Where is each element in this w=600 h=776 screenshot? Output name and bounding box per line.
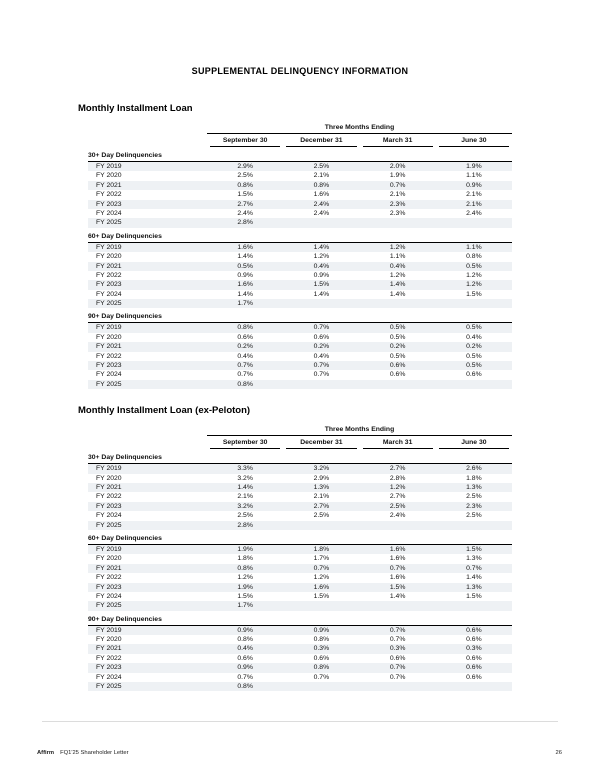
value-cell: 1.2% <box>466 271 482 279</box>
table-row <box>88 280 512 289</box>
table-row <box>88 601 512 610</box>
value-cell: 2.3% <box>466 502 482 510</box>
three-months-ending-label: Three Months Ending <box>207 425 512 436</box>
value-cell: 1.6% <box>237 243 253 251</box>
table-header-row <box>88 123 512 147</box>
table-row <box>88 218 512 227</box>
value-cell: 2.4% <box>466 209 482 217</box>
value-cell: 1.9% <box>389 172 406 180</box>
column-header: December 31 <box>286 437 356 449</box>
value-cell: 1.1% <box>389 253 406 261</box>
footer-document-title: FQ1'25 Shareholder Letter <box>60 750 129 756</box>
value-cell: 1.4% <box>313 243 330 251</box>
footer-divider <box>42 721 558 722</box>
value-cell: 2.9% <box>313 474 330 482</box>
value-cell: 1.5% <box>313 281 330 289</box>
value-cell: 1.3% <box>466 555 482 563</box>
value-cell: 3.2% <box>237 502 253 510</box>
value-cell: 1.3% <box>466 483 482 491</box>
value-cell: 2.7% <box>313 502 330 510</box>
value-cell: 2.1% <box>466 200 482 208</box>
value-cell: 1.4% <box>389 592 406 600</box>
value-cell: 1.9% <box>466 163 482 170</box>
label-column-spacer <box>88 425 207 449</box>
fiscal-year-label: FY 2024 <box>96 673 122 681</box>
value-cell: 0.9% <box>313 271 330 279</box>
fiscal-year-label: FY 2021 <box>96 262 122 270</box>
value-cell: 0.2% <box>313 343 330 351</box>
section-label: 60+ Day Delinquencies <box>88 530 512 545</box>
label-column-spacer <box>88 123 207 147</box>
value-cell: 2.3% <box>389 200 406 208</box>
value-cell: 1.7% <box>237 300 253 308</box>
value-cell <box>283 521 359 530</box>
table-row <box>88 654 512 663</box>
value-cell: 0.6% <box>237 654 253 662</box>
table-row <box>88 271 512 280</box>
table-row <box>88 162 512 171</box>
value-cell <box>436 218 512 227</box>
value-cell: 1.1% <box>466 243 482 251</box>
value-cell: 1.2% <box>389 483 406 491</box>
fiscal-year-label: FY 2024 <box>96 290 122 298</box>
fiscal-year-label: FY 2021 <box>96 483 122 491</box>
fiscal-year-label: FY 2023 <box>96 664 122 672</box>
value-cell: 1.3% <box>313 483 330 491</box>
fiscal-year-label: FY 2025 <box>96 300 122 308</box>
value-cell: 2.8% <box>237 521 253 529</box>
value-cell: 2.5% <box>237 512 253 520</box>
table-row <box>88 262 512 271</box>
value-cell: 1.1% <box>466 172 482 180</box>
fiscal-year-label: FY 2021 <box>96 645 122 653</box>
table-row <box>88 352 512 361</box>
value-cell: 0.7% <box>389 673 406 681</box>
value-cell: 1.9% <box>237 545 253 553</box>
value-cell: 0.8% <box>313 181 330 189</box>
value-cell: 1.4% <box>313 290 330 298</box>
value-cell: 0.3% <box>389 645 406 653</box>
value-cell <box>283 218 359 227</box>
value-cell <box>436 299 512 308</box>
value-cell: 1.5% <box>466 592 482 600</box>
value-cell: 0.6% <box>466 371 482 379</box>
value-cell: 0.8% <box>237 683 253 691</box>
fiscal-year-label: FY 2023 <box>96 281 122 289</box>
value-cell: 2.4% <box>313 209 330 217</box>
table-title: Monthly Installment Loan (ex-Peloton) <box>78 405 251 417</box>
fiscal-year-label: FY 2019 <box>96 324 122 332</box>
table-row <box>88 464 512 473</box>
fiscal-year-label: FY 2020 <box>96 253 122 261</box>
value-cell: 1.7% <box>237 602 253 610</box>
value-cell: 0.6% <box>389 654 406 662</box>
table-row <box>88 200 512 209</box>
value-cell: 1.2% <box>237 574 253 582</box>
fiscal-year-label: FY 2021 <box>96 564 122 572</box>
value-cell: 1.5% <box>389 583 406 591</box>
value-cell: 1.4% <box>389 290 406 298</box>
fiscal-year-label: FY 2022 <box>96 271 122 279</box>
fiscal-year-label: FY 2022 <box>96 352 122 360</box>
value-cell: 0.4% <box>313 352 330 360</box>
value-cell <box>283 682 359 691</box>
value-cell: 1.6% <box>389 574 406 582</box>
value-cell: 0.8% <box>313 664 330 672</box>
fiscal-year-label: FY 2020 <box>96 172 122 180</box>
value-cell: 2.5% <box>237 172 253 180</box>
table-block <box>78 103 560 389</box>
delinquency-table <box>88 425 512 691</box>
column-header: June 30 <box>439 135 509 147</box>
value-cell: 0.6% <box>313 333 330 341</box>
value-cell: 0.4% <box>466 333 482 341</box>
value-cell: 2.1% <box>237 493 253 501</box>
value-cell: 2.4% <box>237 209 253 217</box>
fiscal-year-label: FY 2025 <box>96 521 122 529</box>
table-row <box>88 592 512 601</box>
table-row <box>88 682 512 691</box>
table-row <box>88 361 512 370</box>
section-label: 90+ Day Delinquencies <box>88 611 512 626</box>
value-cell: 1.4% <box>389 281 406 289</box>
table-row <box>88 299 512 308</box>
table-row <box>88 573 512 582</box>
columns-area <box>207 123 512 147</box>
table-row <box>88 554 512 563</box>
column-header: March 31 <box>363 437 433 449</box>
page-number: 26 <box>555 750 562 756</box>
value-cell: 2.5% <box>466 512 482 520</box>
fiscal-year-label: FY 2022 <box>96 493 122 501</box>
value-cell: 0.4% <box>237 352 253 360</box>
fiscal-year-label: FY 2020 <box>96 555 122 563</box>
value-cell: 0.3% <box>466 645 482 653</box>
value-cell: 0.9% <box>237 664 253 672</box>
value-cell: 1.4% <box>237 290 253 298</box>
value-cell: 1.4% <box>466 574 482 582</box>
value-cell: 0.6% <box>389 371 406 379</box>
table-row <box>88 644 512 653</box>
fiscal-year-label: FY 2023 <box>96 200 122 208</box>
fiscal-year-label: FY 2022 <box>96 654 122 662</box>
table-header-row <box>88 425 512 449</box>
value-cell: 1.5% <box>237 191 253 199</box>
table-row <box>88 474 512 483</box>
section-label: 30+ Day Delinquencies <box>88 147 512 162</box>
value-cell: 1.6% <box>389 545 406 553</box>
table-row <box>88 545 512 554</box>
table-row <box>88 252 512 261</box>
value-cell <box>360 682 436 691</box>
value-cell: 0.7% <box>313 362 330 370</box>
value-cell: 0.5% <box>466 262 482 270</box>
value-cell: 3.3% <box>237 465 253 473</box>
value-cell: 0.7% <box>313 564 330 572</box>
fiscal-year-label: FY 2019 <box>96 163 122 170</box>
table-row <box>88 380 512 389</box>
value-cell: 0.8% <box>237 324 253 332</box>
fiscal-year-label: FY 2020 <box>96 636 122 644</box>
value-cell <box>360 380 436 389</box>
table-row <box>88 511 512 520</box>
table-row <box>88 635 512 644</box>
section-label: 60+ Day Delinquencies <box>88 228 512 243</box>
value-cell <box>360 299 436 308</box>
table-row <box>88 190 512 199</box>
value-cell: 1.7% <box>313 555 330 563</box>
value-cell: 0.8% <box>237 380 253 388</box>
column-header: September 30 <box>210 135 280 147</box>
table-row <box>88 342 512 351</box>
value-cell: 2.0% <box>389 163 406 170</box>
fiscal-year-label: FY 2021 <box>96 343 122 351</box>
value-cell: 0.5% <box>466 352 482 360</box>
table-row <box>88 492 512 501</box>
fiscal-year-label: FY 2020 <box>96 474 122 482</box>
fiscal-year-label: FY 2025 <box>96 602 122 610</box>
tables-container <box>0 103 600 691</box>
fiscal-year-label: FY 2023 <box>96 362 122 370</box>
value-cell: 0.7% <box>389 664 406 672</box>
fiscal-year-label: FY 2022 <box>96 574 122 582</box>
value-cell: 1.2% <box>466 281 482 289</box>
value-cell: 1.3% <box>466 583 482 591</box>
value-cell: 0.8% <box>237 636 253 644</box>
value-cell: 1.8% <box>313 545 330 553</box>
value-cell: 0.6% <box>389 362 406 370</box>
value-cell: 0.9% <box>237 626 253 634</box>
value-cell: 0.9% <box>313 626 330 634</box>
columns-area <box>207 425 512 449</box>
value-cell: 1.2% <box>389 243 406 251</box>
column-headers-row <box>207 437 512 449</box>
fiscal-year-label: FY 2024 <box>96 371 122 379</box>
table-row <box>88 521 512 530</box>
column-header: March 31 <box>363 135 433 147</box>
value-cell: 0.5% <box>389 333 406 341</box>
value-cell: 1.8% <box>466 474 482 482</box>
table-block <box>78 405 560 691</box>
value-cell: 2.5% <box>466 493 482 501</box>
value-cell: 0.8% <box>237 564 253 572</box>
fiscal-year-label: FY 2019 <box>96 545 122 553</box>
value-cell: 0.8% <box>237 181 253 189</box>
fiscal-year-label: FY 2023 <box>96 583 122 591</box>
value-cell: 1.5% <box>466 545 482 553</box>
value-cell: 0.5% <box>389 324 406 332</box>
fiscal-year-label: FY 2022 <box>96 191 122 199</box>
value-cell: 1.8% <box>237 555 253 563</box>
value-cell: 2.4% <box>389 512 406 520</box>
value-cell: 0.7% <box>237 371 253 379</box>
value-cell: 2.5% <box>313 512 330 520</box>
table-row <box>88 243 512 252</box>
value-cell <box>283 299 359 308</box>
value-cell: 1.6% <box>313 191 330 199</box>
page-title: SUPPLEMENTAL DELINQUENCY INFORMATION <box>191 66 409 76</box>
fiscal-year-label: FY 2019 <box>96 626 122 634</box>
column-headers-row <box>207 135 512 147</box>
value-cell <box>360 218 436 227</box>
value-cell: 2.8% <box>389 474 406 482</box>
value-cell: 2.3% <box>389 209 406 217</box>
value-cell: 0.3% <box>313 645 330 653</box>
fiscal-year-label: FY 2019 <box>96 465 122 473</box>
value-cell: 0.6% <box>466 664 482 672</box>
value-cell: 0.7% <box>313 673 330 681</box>
value-cell: 0.2% <box>466 343 482 351</box>
value-cell: 0.5% <box>389 352 406 360</box>
value-cell: 0.4% <box>389 262 406 270</box>
table-row <box>88 290 512 299</box>
section-label: 30+ Day Delinquencies <box>88 449 512 464</box>
value-cell: 1.2% <box>313 574 330 582</box>
table-row <box>88 564 512 573</box>
table-row <box>88 583 512 592</box>
table-row <box>88 181 512 190</box>
value-cell <box>436 601 512 610</box>
value-cell: 0.6% <box>466 626 482 634</box>
column-header: December 31 <box>286 135 356 147</box>
value-cell <box>283 601 359 610</box>
value-cell: 2.7% <box>389 465 406 473</box>
value-cell: 0.8% <box>313 636 330 644</box>
value-cell: 0.7% <box>237 673 253 681</box>
fiscal-year-label: FY 2024 <box>96 592 122 600</box>
three-months-ending-label: Three Months Ending <box>207 123 512 134</box>
value-cell: 0.7% <box>389 636 406 644</box>
value-cell: 1.5% <box>466 290 482 298</box>
fiscal-year-label: FY 2025 <box>96 219 122 227</box>
table-row <box>88 323 512 332</box>
value-cell: 2.5% <box>313 163 330 170</box>
value-cell: 0.4% <box>313 262 330 270</box>
value-cell: 2.8% <box>237 219 253 227</box>
value-cell: 2.5% <box>389 502 406 510</box>
value-cell: 1.5% <box>313 592 330 600</box>
table-row <box>88 483 512 492</box>
value-cell: 2.4% <box>313 200 330 208</box>
value-cell: 0.7% <box>313 371 330 379</box>
fiscal-year-label: FY 2021 <box>96 181 122 189</box>
page-footer <box>37 750 562 756</box>
value-cell: 0.7% <box>389 181 406 189</box>
value-cell: 0.6% <box>313 654 330 662</box>
value-cell: 0.6% <box>466 673 482 681</box>
value-cell: 0.7% <box>237 362 253 370</box>
value-cell: 0.6% <box>466 636 482 644</box>
fiscal-year-label: FY 2020 <box>96 333 122 341</box>
value-cell <box>283 380 359 389</box>
value-cell: 0.5% <box>466 324 482 332</box>
value-cell: 2.6% <box>466 465 482 473</box>
value-cell: 2.1% <box>466 191 482 199</box>
value-cell: 1.4% <box>237 253 253 261</box>
value-cell: 0.9% <box>466 181 482 189</box>
value-cell: 3.2% <box>237 474 253 482</box>
table-row <box>88 663 512 672</box>
value-cell: 1.6% <box>313 583 330 591</box>
fiscal-year-label: FY 2019 <box>96 243 122 251</box>
value-cell: 1.2% <box>313 253 330 261</box>
fiscal-year-label: FY 2024 <box>96 512 122 520</box>
value-cell: 0.2% <box>389 343 406 351</box>
value-cell: 0.2% <box>237 343 253 351</box>
table-title: Monthly Installment Loan <box>78 103 193 114</box>
table-row <box>88 502 512 511</box>
table-row <box>88 626 512 635</box>
value-cell: 2.7% <box>389 493 406 501</box>
value-cell <box>360 601 436 610</box>
value-cell: 3.2% <box>313 465 330 473</box>
table-row <box>88 333 512 342</box>
value-cell: 0.6% <box>466 654 482 662</box>
value-cell: 0.4% <box>237 645 253 653</box>
value-cell <box>360 521 436 530</box>
value-cell: 2.1% <box>313 172 330 180</box>
value-cell: 0.7% <box>466 564 482 572</box>
value-cell <box>436 521 512 530</box>
value-cell: 1.6% <box>389 555 406 563</box>
table-row <box>88 209 512 218</box>
value-cell: 0.5% <box>466 362 482 370</box>
fiscal-year-label: FY 2025 <box>96 380 122 388</box>
fiscal-year-label: FY 2024 <box>96 209 122 217</box>
value-cell: 0.8% <box>466 253 482 261</box>
value-cell: 1.9% <box>237 583 253 591</box>
table-row <box>88 370 512 379</box>
value-cell: 1.6% <box>237 281 253 289</box>
value-cell: 0.7% <box>389 626 406 634</box>
value-cell: 0.6% <box>237 333 253 341</box>
value-cell: 0.7% <box>313 324 330 332</box>
value-cell <box>436 682 512 691</box>
table-row <box>88 171 512 180</box>
value-cell: 1.4% <box>237 483 253 491</box>
fiscal-year-label: FY 2025 <box>96 683 122 691</box>
delinquency-table <box>88 123 512 389</box>
value-cell: 2.1% <box>313 493 330 501</box>
value-cell: 1.2% <box>389 271 406 279</box>
value-cell: 0.5% <box>237 262 253 270</box>
table-row <box>88 673 512 682</box>
column-header: September 30 <box>210 437 280 449</box>
brand-logo-text: Affirm <box>37 750 55 756</box>
value-cell: 1.5% <box>237 592 253 600</box>
value-cell: 0.9% <box>237 271 253 279</box>
fiscal-year-label: FY 2023 <box>96 502 122 510</box>
column-header: June 30 <box>439 437 509 449</box>
value-cell: 2.7% <box>237 200 253 208</box>
value-cell: 2.9% <box>237 163 253 170</box>
value-cell <box>436 380 512 389</box>
value-cell: 2.1% <box>389 191 406 199</box>
value-cell: 0.7% <box>389 564 406 572</box>
section-label: 90+ Day Delinquencies <box>88 308 512 323</box>
